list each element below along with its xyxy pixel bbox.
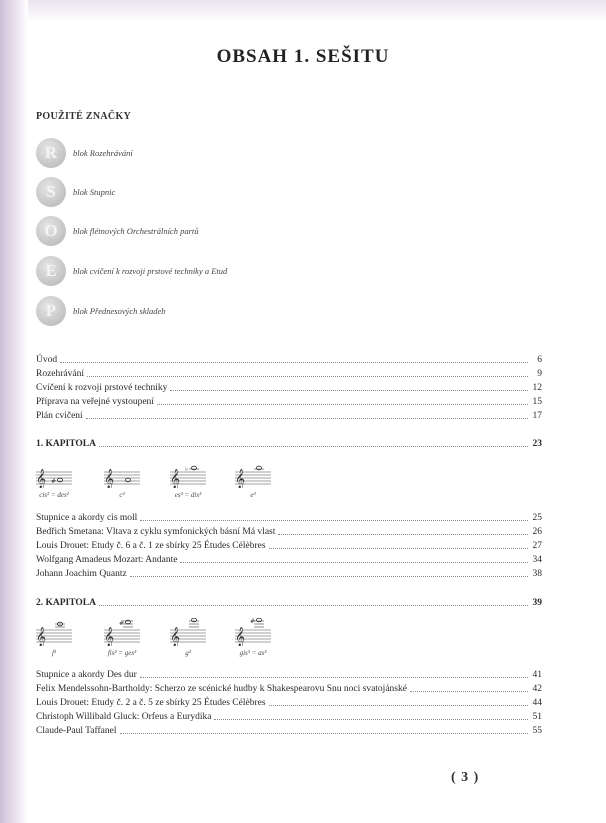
treble-clef-icon: 𝄞 xyxy=(170,627,181,646)
toc-label: Felix Mendelssohn-Bartholdy: Scherzo ze scénické hudby k Shakespearovu Snu noci svatojánské xyxy=(36,684,407,694)
toc-page: 42 xyxy=(532,684,542,694)
toc-label: Stupnice a akordy Des dur xyxy=(36,670,137,680)
toc-entry-uvod[interactable] xyxy=(36,352,542,366)
toc-page: 26 xyxy=(532,527,542,537)
dot-leader xyxy=(86,417,528,419)
dot-leader xyxy=(180,561,528,563)
legend-item-etudy xyxy=(36,256,227,286)
note-caption: cis² = des² xyxy=(39,491,69,499)
dot-leader xyxy=(120,732,529,734)
dot-leader xyxy=(214,718,528,720)
dot-leader xyxy=(60,361,528,363)
accidental-icon: # xyxy=(250,618,256,625)
dot-leader xyxy=(269,704,528,706)
toc-entry[interactable] xyxy=(36,566,542,580)
dot-leader xyxy=(140,676,528,678)
legend-label: blok Stupnic xyxy=(73,187,116,197)
chapter-label: 2. KAPITOLA xyxy=(36,598,97,608)
etudy-icon: E xyxy=(36,256,66,286)
legend-item-orchestralni-party xyxy=(36,216,199,246)
toc-page: 12 xyxy=(532,383,542,393)
toc-entry[interactable] xyxy=(36,510,542,524)
toc-entry[interactable] xyxy=(36,723,542,737)
accidental-icon: # xyxy=(51,478,57,485)
treble-clef-icon: 𝄞 xyxy=(104,469,115,488)
note-staff-e3 xyxy=(235,460,271,488)
toc-entry[interactable] xyxy=(36,538,542,552)
legend-item-prednesove-skladby xyxy=(36,296,166,326)
signs-heading: POUŽITÉ ZNAČKY xyxy=(36,111,132,122)
orchestralni-party-icon: O xyxy=(36,216,66,246)
toc-chapter-2[interactable] xyxy=(36,595,542,609)
toc-label: Rozehrávání xyxy=(36,369,85,379)
toc-label: Wolfgang Amadeus Mozart: Andante xyxy=(36,555,178,565)
toc-label: Louis Drouet: Etudy č. 2 a č. 5 ze sbírky 25 Études Célèbres xyxy=(36,698,266,708)
toc-label: Louis Drouet: Etudy č. 6 a č. 1 ze sbírky 25 Études Célèbres xyxy=(36,541,266,551)
toc-chapter-1[interactable] xyxy=(36,436,542,450)
toc-label: Příprava na veřejné vystoupení xyxy=(36,397,154,407)
dot-leader xyxy=(140,519,528,521)
page-top-shadow xyxy=(0,0,606,22)
dot-leader xyxy=(87,375,528,377)
page-number: ( 3 ) xyxy=(451,770,480,785)
page-title: OBSAH 1. SEŠITU xyxy=(216,46,390,67)
page-binding-edge xyxy=(0,0,28,823)
toc-entry-plan[interactable] xyxy=(36,408,542,422)
treble-clef-icon: 𝄞 xyxy=(235,627,246,646)
dot-leader xyxy=(157,403,528,405)
treble-clef-icon: 𝄞 xyxy=(235,469,246,488)
note-caption: e³ xyxy=(250,491,256,499)
legend-item-stupnice xyxy=(36,177,115,207)
toc-label: Bedřich Smetana: Vltava z cyklu symfonických básní Má vlast xyxy=(36,527,276,537)
toc-entry[interactable] xyxy=(36,695,542,709)
toc-page: 39 xyxy=(532,598,542,608)
note-caption: f³ xyxy=(51,649,57,657)
treble-clef-icon: 𝄞 xyxy=(36,627,47,646)
note-caption: g³ xyxy=(185,649,191,657)
toc-page: 27 xyxy=(532,541,542,551)
toc-page: 55 xyxy=(532,726,542,736)
toc-entry[interactable] xyxy=(36,524,542,538)
legend-label: blok cvičení k rozvoji prstové techniky a Etud xyxy=(73,266,228,276)
dot-leader xyxy=(410,690,528,692)
legend-label: blok Rozehrávání xyxy=(73,148,133,158)
legend-item-rozehravani xyxy=(36,138,133,168)
toc-label: Christoph Willibald Gluck: Orfeus a Eurydika xyxy=(36,712,212,722)
dot-leader xyxy=(99,604,528,606)
toc-label: Johann Joachim Quantz xyxy=(36,569,127,579)
dot-leader xyxy=(99,445,528,447)
prednesove-skladby-icon: P xyxy=(36,296,66,326)
toc-label: Cvičení k rozvoji prstové techniky xyxy=(36,383,168,393)
toc-entry[interactable] xyxy=(36,709,542,723)
toc-page: 6 xyxy=(537,355,542,365)
note-staff-fis3 xyxy=(104,618,140,646)
dot-leader xyxy=(170,389,528,391)
note-staff-cis2 xyxy=(36,460,72,488)
note-staff-g3 xyxy=(170,618,206,646)
legend-label: blok Přednesových skladeb xyxy=(73,306,166,316)
toc-page: 17 xyxy=(532,411,542,421)
note-caption: fis³ = ges³ xyxy=(107,649,137,657)
toc-page: 41 xyxy=(532,670,542,680)
legend-label: blok flétnových Orchestrálních partů xyxy=(73,226,199,236)
note-caption: c² xyxy=(119,491,125,499)
dot-leader xyxy=(130,575,528,577)
note-caption: es³ = dis³ xyxy=(174,491,202,499)
toc-page: 34 xyxy=(532,555,542,565)
toc-entry-cviceni[interactable] xyxy=(36,380,542,394)
toc-label: Plán cvičení xyxy=(36,411,83,421)
stupnice-icon: S xyxy=(36,177,66,207)
toc-entry[interactable] xyxy=(36,681,542,695)
treble-clef-icon: 𝄞 xyxy=(36,469,47,488)
note-staff-c2 xyxy=(104,460,140,488)
toc-label: Claude-Paul Taffanel xyxy=(36,726,117,736)
note-staff-gis3 xyxy=(235,618,271,646)
toc-entry[interactable] xyxy=(36,667,542,681)
toc-label: Úvod xyxy=(36,355,58,365)
toc-entry-priprava[interactable] xyxy=(36,394,542,408)
note-staff-f3 xyxy=(36,618,72,646)
toc-entry-rozehravani[interactable] xyxy=(36,366,542,380)
toc-page: 51 xyxy=(532,712,542,722)
toc-page: 44 xyxy=(532,698,542,708)
accidental-icon: # xyxy=(119,620,125,627)
toc-entry[interactable] xyxy=(36,552,542,566)
toc-page: 15 xyxy=(532,397,542,407)
toc-page: 9 xyxy=(537,369,542,379)
note-caption: gis³ = as³ xyxy=(239,649,267,657)
toc-page: 23 xyxy=(532,439,542,449)
treble-clef-icon: 𝄞 xyxy=(104,627,115,646)
dot-leader xyxy=(269,547,528,549)
accidental-icon: ♭ xyxy=(185,466,188,473)
note-staff-es3 xyxy=(170,460,206,488)
toc-page: 38 xyxy=(532,569,542,579)
dot-leader xyxy=(278,533,528,535)
rozehravani-icon: R xyxy=(36,138,66,168)
chapter-label: 1. KAPITOLA xyxy=(36,439,97,449)
treble-clef-icon: 𝄞 xyxy=(170,469,181,488)
toc-page: 25 xyxy=(532,513,542,523)
toc-label: Stupnice a akordy cis moll xyxy=(36,513,138,523)
